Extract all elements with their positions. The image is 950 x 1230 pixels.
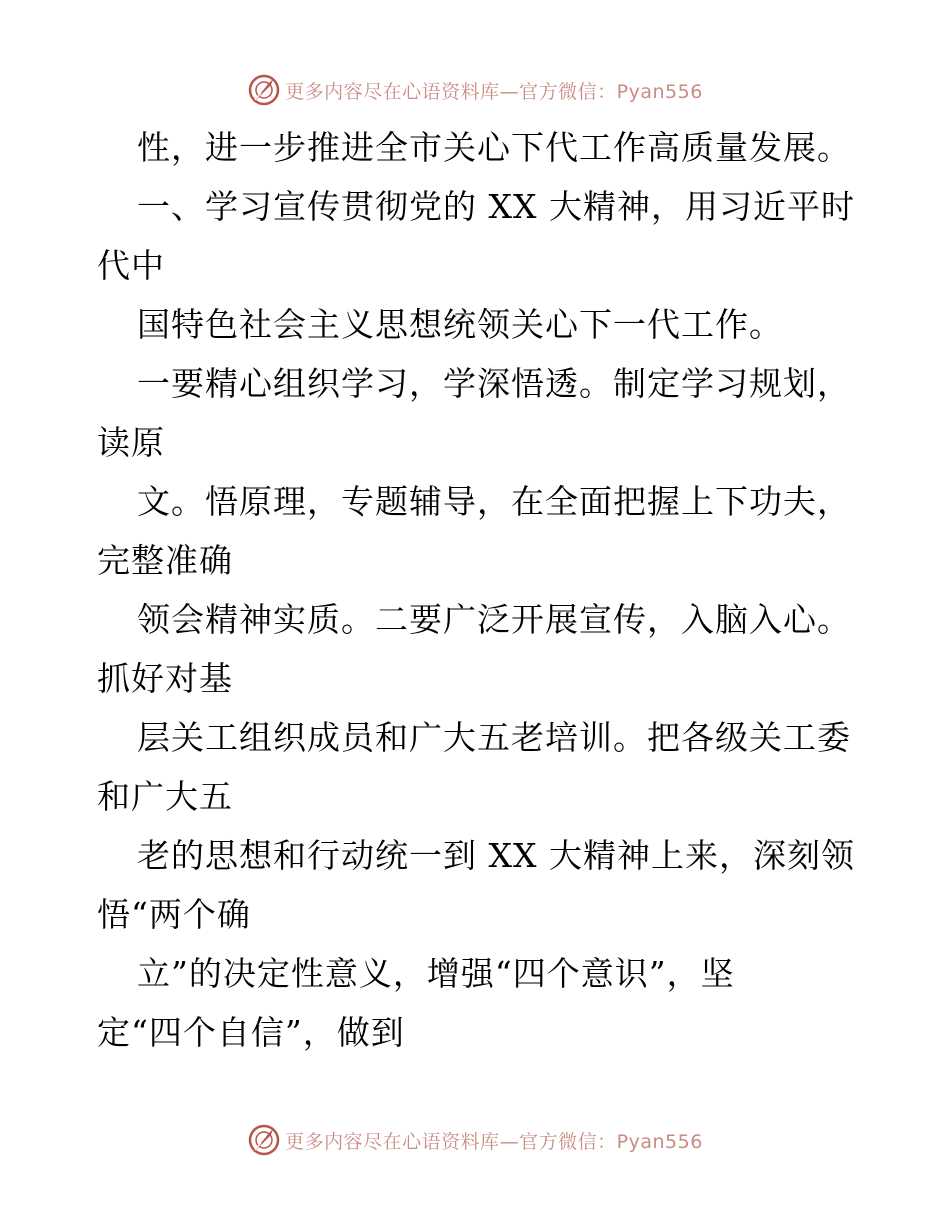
body-line: 性，进一步推进全市关心下代工作高质量发展。 [137, 128, 851, 167]
body-line: 抓好对基 [97, 659, 233, 698]
body-line: 完整准确 [97, 541, 233, 580]
body-line: 国特色社会主义思想统领关心下一代工作。 [137, 305, 783, 344]
body-line: 层关工组织成员和广大五老培训。把各级关工委 [137, 718, 851, 757]
quill-seal-icon [247, 1123, 281, 1157]
body-line: 悟“两个确 [97, 895, 251, 934]
body-line: 定“四个自信”，做到 [97, 1013, 405, 1052]
body-line: 一、学习宣传贯彻党的 XX 大精神，用习近平时 [137, 187, 855, 226]
body-line: 老的思想和行动统一到 XX 大精神上来，深刻领 [137, 836, 855, 875]
body-line: 读原 [97, 423, 165, 462]
header-banner-text: 更多内容尽在心语资料库—官方微信：Pyan556 [285, 80, 703, 103]
body-line: 一要精心组织学习，学深悟透。制定学习规划， [137, 364, 851, 403]
body-line: 和广大五 [97, 777, 233, 816]
body-line: 立”的决定性意义，增强“四个意识”，坚 [137, 954, 735, 993]
footer-banner [0, 1118, 950, 1162]
body-line: 领会精神实质。二要广泛开展宣传，入脑入心。 [137, 600, 851, 639]
footer-banner-text: 更多内容尽在心语资料库—官方微信：Pyan556 [285, 1130, 703, 1153]
body-line: 代中 [97, 246, 165, 285]
body-line: 文。悟原理，专题辅导，在全面把握上下功夫， [137, 482, 851, 521]
